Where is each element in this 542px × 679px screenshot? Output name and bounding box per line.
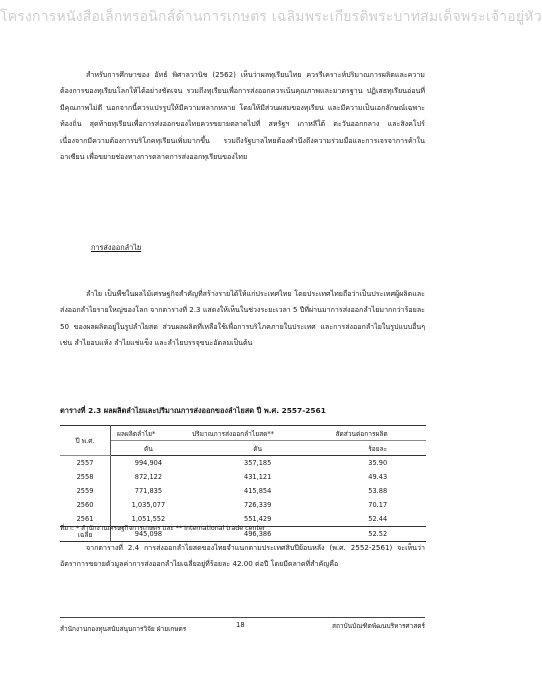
unit-export: ตัน xyxy=(186,441,330,456)
table-row xyxy=(60,498,426,512)
cell-export: 415,854 xyxy=(244,487,272,495)
table-header-row xyxy=(60,426,426,441)
table-row xyxy=(60,456,426,471)
cell-year: 2559 xyxy=(60,484,111,498)
footer-institute: สถาบันบัณฑิตพัฒนบริหารศาสตร์ xyxy=(332,622,425,630)
cell-ratio: 52.44 xyxy=(368,515,388,523)
section-heading-longan-export: การส่งออกลำไย xyxy=(91,243,142,252)
page-number: 18 xyxy=(236,621,245,629)
table-row xyxy=(60,484,426,498)
cell-export: 726,339 xyxy=(244,501,272,509)
header-watermark: โครงการหนังสือเล็กทรอนิกส์ด้านการเกษตร เฉลิมพระเกียรติพระบาทสมเด็จพระเจ้าอยู่หัว xyxy=(0,9,542,25)
footer-divider xyxy=(60,617,425,618)
cell-production: 994,904 xyxy=(134,459,163,467)
paragraph-longan-intro: ลำไย เป็นพืชในผลไม้เศรษฐกิจสำคัญที่สร้างรายได้ให้แก่ประเทศไทย โดยประเทศไทยถือว่าเป็นประเทศผู้ผลิตและส่งออกลำไยรายใหญ่ของโลก จากตารางที่ 2.3 แสดงให้เห็นในช่วงระยะเวลา 5 ปีที่ผ่านมาการส่งออกลำไยมากกว่าร้อยละ 50 ของผลผลิตอยู่ในรูปลำไยสด ส่วนผลผลิตที่เหลือใช้เพื่อการบริโภคภายในประเทศ และการส่งออกลำไยในรูปแบบอื่นๆ เช่น ลำไยอบแห้ง ลำไยแช่แข็ง และลำไยบรรจุขนะอัดลมเป็นต้น xyxy=(60,289,425,348)
cell-export: 431,121 xyxy=(244,473,272,481)
unit-production: ตัน xyxy=(111,441,186,456)
cell-year: 2560 xyxy=(60,498,111,512)
cell-year: 2558 xyxy=(60,470,111,484)
unit-ratio: ร้อยละ xyxy=(329,441,426,456)
cell-ratio: 49.43 xyxy=(368,473,388,481)
footer-organization: สำนักงานกองทุนสนับสนุนการวิจัย ฝ่ายเกษตร xyxy=(60,625,187,633)
col-header-production: ผลผลิตลำไย* xyxy=(111,426,186,441)
cell-year: 2557 xyxy=(60,456,111,471)
cell-production: 771,835 xyxy=(134,487,163,495)
cell-production: 1,051,552 xyxy=(131,515,166,523)
cell-average-production: 945,098 xyxy=(111,527,186,542)
cell-average-export: 496,386 xyxy=(186,527,330,542)
paragraph-durian-study: สำหรับการศึกษาของ อัทธ์ พิศาลวานิช (2562) เห็นว่าผลทุเรียนไทย ควรรีเคราะห์ปริมาณการผลิตและความต้องการของทุเรียนโลกให้ได้อย่างชัดเจน รวมถึงทุเรียนเพื่อการส่งออกควรเน้นคุณภาพและมาตรฐาน ปฏิเสธทุเรียนอ่อนที่มีคุณภาพไม่ดี นอกจากนี้ควรแปรรูปให้มีความหลากหลาย โดยให้มีส่วนผสมของทุเรียน และมีความเป็นเอกลักษณ์เฉพาะท้องถิ่น สุดท้ายทุเรียนเพื่อการส่งออกของไทยควรขยายตลาดไปที่ สหรัฐฯ เกาหลีใต้ ตะวันออกกลาง และสิงคโปร์ เนื่องจากมีความต้องการบริโภคทุเรียนเพิ่มมากขึ้น รวมถึงรัฐบาลไทยต้องคำนึงถึงความร่วมมือและการเจรจาการค้าในอาเซียน เพื่อขยายช่องทางการตลาดการส่งออกทุเรียนของไทย xyxy=(60,70,425,162)
cell-ratio: 53.88 xyxy=(368,487,388,495)
cell-average-ratio: 52.52 xyxy=(329,527,426,542)
paragraph-table-2-4: จากตารางที่ 2.4 การส่งออกลำไยสดของไทยจำแนกตามประเทศสิบปีย้อนหลัง (พ.ศ. 2552-2561) จะเห็นว่าอัตราการขยายตัวมูลค่าการส่งออกลำไยเฉลี่ยอยู่ที่ร้อยละ 42.00 ต่อปี โดยมีตลาดที่สำคัญคือ xyxy=(60,543,425,569)
table-caption: ตารางที่ 2.3 ผลผลิตลำไยและปริมาณการส่งออกของลำไยสด ปี พ.ศ. 2557-2561 xyxy=(60,406,326,415)
cell-production: 872,122 xyxy=(134,473,163,481)
cell-export: 357,185 xyxy=(244,459,272,467)
cell-ratio: 70.17 xyxy=(368,501,388,509)
table-row xyxy=(60,470,426,484)
col-header-year: ปี พ.ศ. xyxy=(60,426,111,456)
cell-average-label: เฉลี่ย xyxy=(60,527,111,542)
table-unit-row xyxy=(60,441,426,456)
cell-export: 551,429 xyxy=(244,515,272,523)
cell-production: 1,035,077 xyxy=(131,501,166,509)
col-header-export: ปริมาณการส่งออกลำไยสด** xyxy=(186,426,330,441)
table-source-note: ที่มา: * สำนักงานเศรษฐกิจการเกษตร และ ** International trade center xyxy=(60,525,266,532)
cell-ratio: 35.90 xyxy=(368,459,388,467)
cell-year: 2561 xyxy=(60,512,111,527)
col-header-ratio: สัดส่วนต่อการผลิต xyxy=(329,426,426,441)
